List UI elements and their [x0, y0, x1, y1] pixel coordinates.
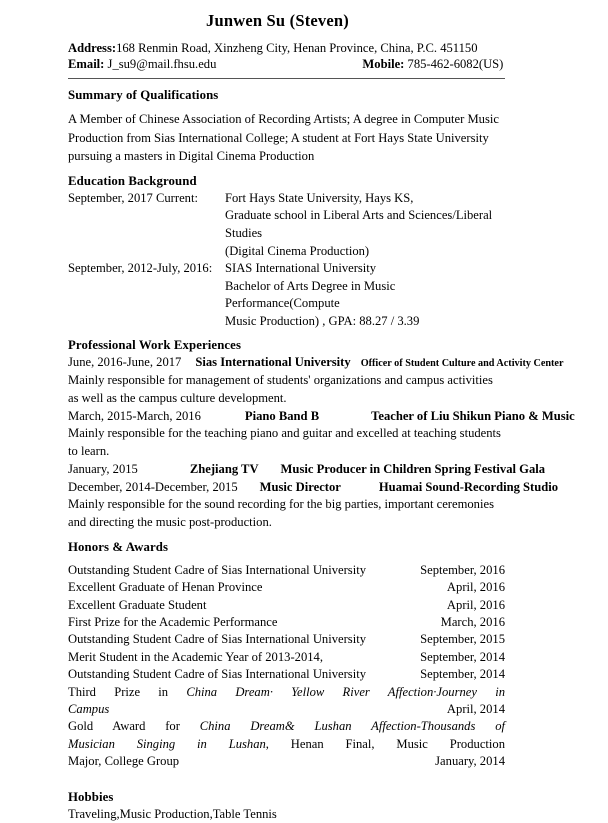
education-entry: [68, 190, 505, 331]
section-title-education: Education Background: [68, 173, 197, 188]
job-header: [68, 354, 564, 373]
award-last-line: [68, 701, 505, 718]
award-last-line: [68, 753, 505, 770]
mobile-value: 785-462-6082(US): [404, 57, 504, 71]
award-row: [68, 666, 505, 683]
award-row: [68, 579, 505, 596]
job-role: Music Producer in Children Spring Festival Gala: [280, 461, 546, 476]
job-date: June, 2016-June, 2017: [68, 354, 182, 369]
education-row: [68, 190, 505, 260]
header-divider: [68, 78, 505, 79]
award-title-italic: China Dream& Lushan Affection-Thousands of: [199, 719, 505, 734]
education-line-1: Fort Hays State University, Hays KS,: [225, 190, 414, 205]
award-date: September, 2016: [420, 562, 505, 577]
education-detail: [225, 190, 505, 260]
mobile-group: [362, 56, 503, 72]
address-value: 168 Renmin Road, Xinzheng City, Henan Province, China, P.C. 451150: [116, 41, 478, 55]
award-date: March, 2016: [440, 614, 505, 629]
award-date: April, 2016: [446, 597, 505, 612]
section-title-honors: Honors & Awards: [68, 539, 169, 554]
work-entry: [68, 461, 546, 479]
award-prefix: Third Prize in: [68, 684, 187, 699]
address-line: [68, 40, 505, 56]
award-row: [68, 649, 505, 666]
summary-text: A Member of Chinese Association of Recording Artists; A degree in Computer Music Production from Sias International College; A student at Fort Hays State University pursuing a masters in Digital Cinema Production: [68, 112, 499, 164]
email-group: [68, 56, 216, 72]
page-title: Junwen Su (Steven): [206, 11, 349, 30]
email-value: J_su9@mail.fhsu.edu: [104, 57, 217, 71]
award-name: Outstanding Student Cadre of Sias International University: [68, 632, 367, 647]
education-line-2: Bachelor of Arts Degree in Music Performance(Compute: [225, 278, 396, 311]
job-date: December, 2014-December, 2015: [68, 479, 238, 494]
job-header: [68, 408, 575, 426]
education-detail: [225, 260, 505, 330]
job-role: Officer of Student Culture and Activity Center: [360, 357, 564, 369]
work-entry: [68, 354, 564, 408]
award-prefix: Gold Award for: [68, 719, 200, 734]
job-description: Mainly responsible for the teaching piano and guitar and excelled at teaching students to learn.: [68, 426, 501, 459]
job-role: Teacher of Liu Shikun Piano & Music: [371, 408, 575, 423]
education-date: September, 2017 Current:: [68, 190, 198, 205]
email-mobile-line: [68, 56, 505, 72]
education-line-1: SIAS International University: [225, 261, 377, 276]
section-title-work: Professional Work Experiences: [68, 337, 242, 352]
honors-section: [68, 540, 505, 771]
award-date: September, 2014: [420, 667, 505, 682]
job-organization: Zhejiang TV: [189, 461, 259, 476]
work-entry: [68, 479, 559, 532]
section-title-hobbies: Hobbies: [68, 789, 114, 804]
job-header: [68, 479, 559, 497]
award-name: Merit Student in the Academic Year of 2013-2014,: [68, 649, 323, 664]
award-row: [68, 614, 505, 631]
award-row: [68, 684, 505, 719]
hobbies-section: [68, 790, 505, 823]
award-row: [68, 718, 505, 770]
award-row: [68, 597, 505, 614]
education-line-3: (Digital Cinema Production): [225, 243, 370, 258]
education-line-2: Graduate school in Liberal Arts and Sciences/Liberal Studies: [225, 208, 493, 240]
award-name: First Prize for the Academic Performance: [68, 614, 278, 629]
award-name: Excellent Graduate of Henan Province: [68, 580, 263, 595]
job-description: Mainly responsible for management of students' organizations and campus activities as well as the campus culture development.: [68, 373, 493, 405]
job-date: January, 2015: [68, 461, 138, 476]
mobile-label: Mobile:: [362, 57, 405, 71]
job-description: Mainly responsible for the sound recording for the big parties, important ceremonies and directing the music post-production.: [68, 497, 494, 529]
award-title-italic-cont: Musician Singing in Lushan: [68, 736, 266, 751]
award-date: September, 2015: [420, 632, 505, 647]
email-label: Email:: [68, 57, 105, 71]
work-entry: [68, 408, 575, 461]
award-row: [68, 562, 505, 579]
hobbies-text: Traveling,Music Production,Table Tennis: [68, 806, 277, 821]
award-name-line: [68, 718, 505, 735]
award-suffix: , Henan Final, Music Production: [265, 736, 506, 751]
award-name-line: [68, 684, 505, 701]
job-header: [68, 461, 546, 479]
award-name-line-2: [68, 736, 505, 753]
award-date: April, 2016: [446, 580, 505, 595]
award-date: April, 2014: [446, 701, 505, 716]
award-title-italic: China Dream· Yellow River Affection·Journey in: [186, 684, 505, 699]
job-organization: Music Director: [259, 479, 341, 494]
award-title-italic-cont: Campus: [68, 701, 110, 716]
award-name: Outstanding Student Cadre of Sias International University: [68, 562, 367, 577]
job-role: Huamai Sound-Recording Studio: [378, 479, 559, 494]
education-date: September, 2012-July, 2016:: [68, 261, 213, 276]
award-date: September, 2014: [420, 649, 505, 664]
award-name: Excellent Graduate Student: [68, 597, 207, 612]
education-row: [68, 260, 505, 330]
job-organization: Sias International University: [195, 354, 351, 369]
award-suffix-cont: Major, College Group: [68, 754, 180, 769]
award-row: [68, 631, 505, 648]
job-organization: Piano Band B: [244, 408, 320, 423]
address-label: Address:: [68, 41, 117, 55]
job-date: March, 2015-March, 2016: [68, 408, 201, 423]
education-line-3: Music Production) , GPA: 88.27 / 3.39: [225, 313, 420, 328]
award-name: Outstanding Student Cadre of Sias International University: [68, 667, 367, 682]
award-date: January, 2014: [435, 754, 505, 769]
section-title-summary: Summary of Qualifications: [68, 88, 219, 102]
